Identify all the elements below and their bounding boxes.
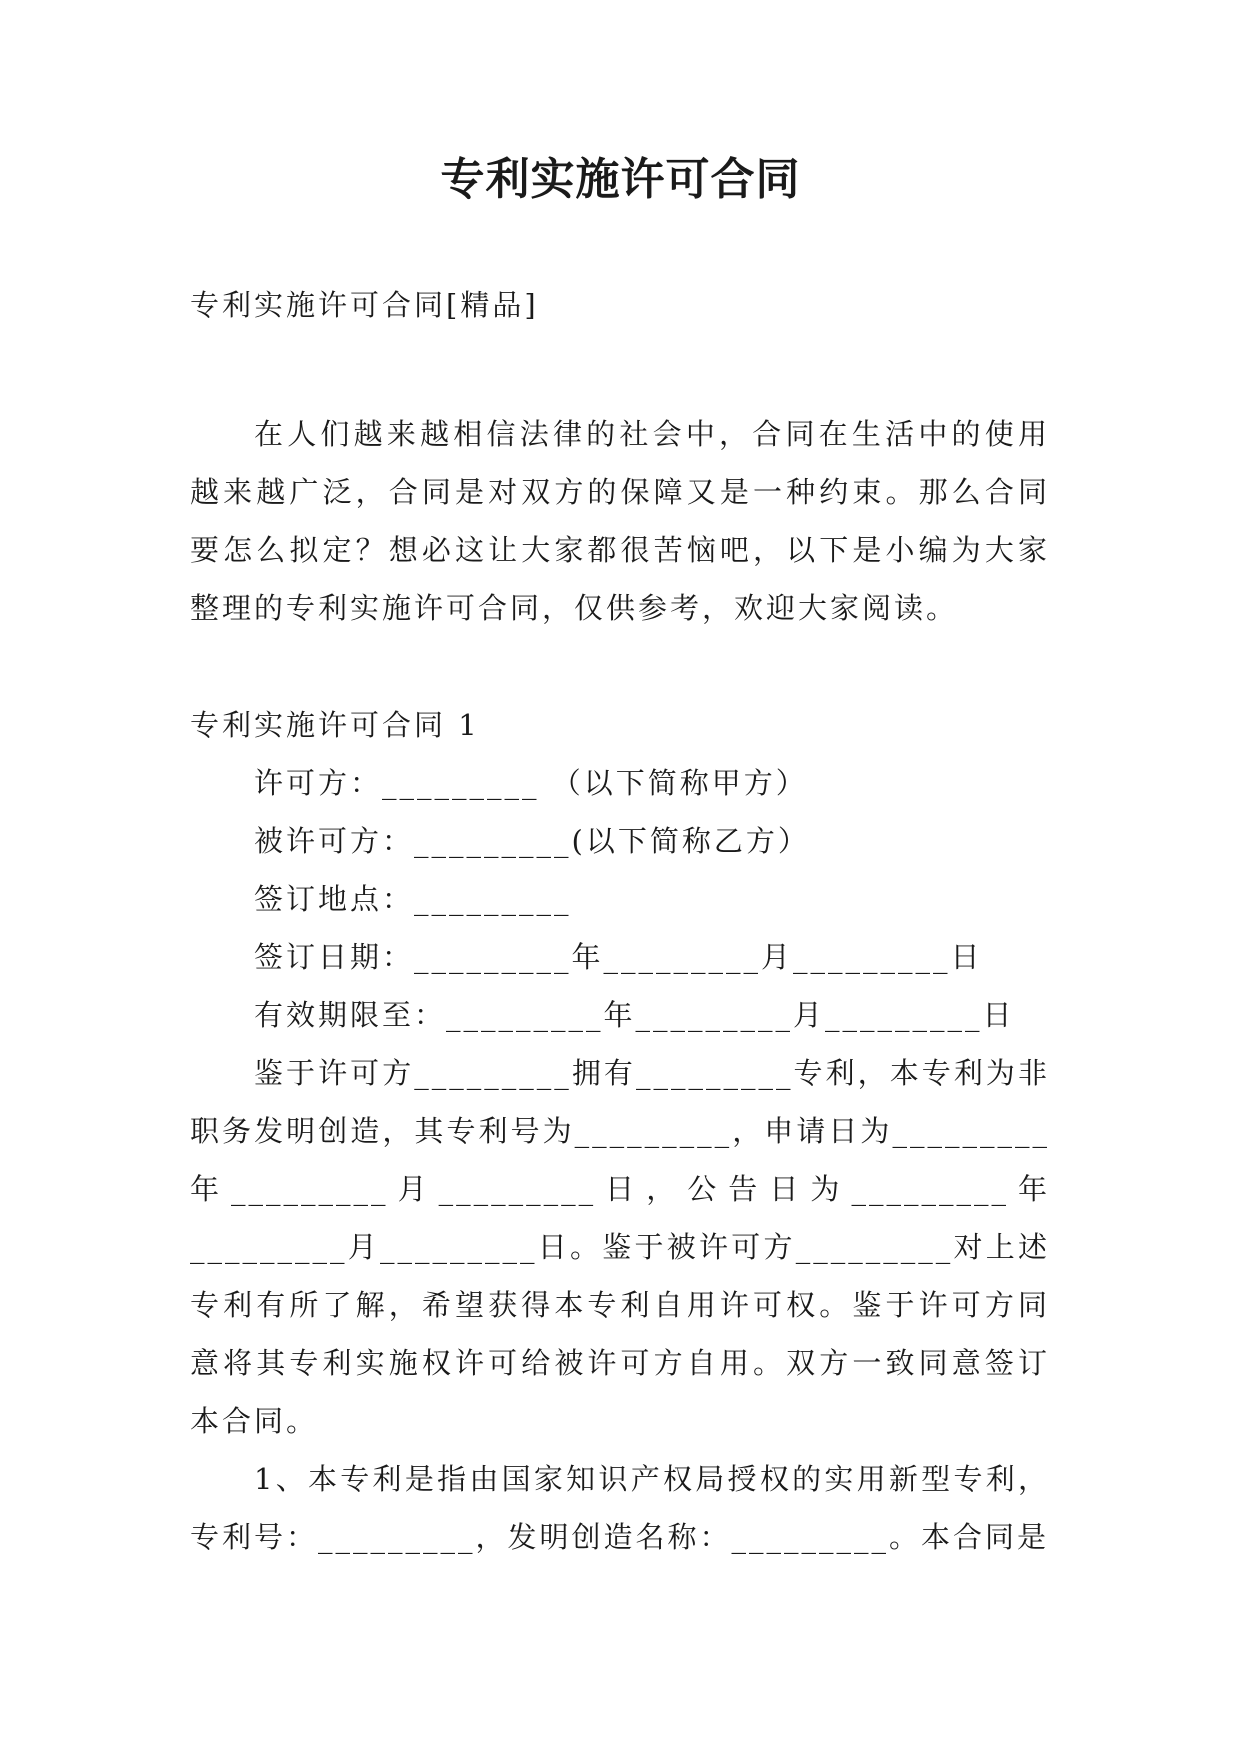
field-signing-place: 签订地点：_________ <box>254 882 572 916</box>
field-licensee: 被许可方：_________(以下简称乙方） <box>254 824 810 858</box>
field-valid-until: 有效期限至：_________年_________月_________日 <box>254 998 1015 1032</box>
document-subtitle: 专利实施许可合同[精品] <box>190 288 539 322</box>
field-signing-date: 签订日期：_________年_________月_________日 <box>254 940 983 974</box>
intro-paragraph: 在人们越来越相信法律的社会中，合同在生活中的使用越来越广泛，合同是对双方的保障又是一种约束。那么合同要怎么拟定？想必这让大家都很苦恼吧，以下是小编为大家整理的专利实施许可合同，仅供参考，欢迎大家阅读。 <box>190 417 1050 625</box>
section-heading: 专利实施许可合同 1 <box>190 708 480 742</box>
document-title: 专利实施许可合同 <box>440 154 801 205</box>
contract-section <box>190 696 1050 1566</box>
clause-1-paragraph: 1、本专利是指由国家知识产权局授权的实用新型专利，专利号：_________，发明创造名称：_________。本合同是 <box>190 1462 1050 1554</box>
recital-paragraph: 鉴于许可方_________拥有_________专利，本专利为非职务发明创造，其专利号为_________，申请日为_________年_________月_________日，公告日为_________年_________月_________日。鉴于被许可方_________对上述专利有所了解，希望获得本专利自用许可权。鉴于许可方同意将其专利实施权许可给被许可方自用。双方一致同意签订本合同。 <box>190 1056 1050 1438</box>
field-licensor: 许可方：_________ （以下简称甲方） <box>254 766 808 800</box>
